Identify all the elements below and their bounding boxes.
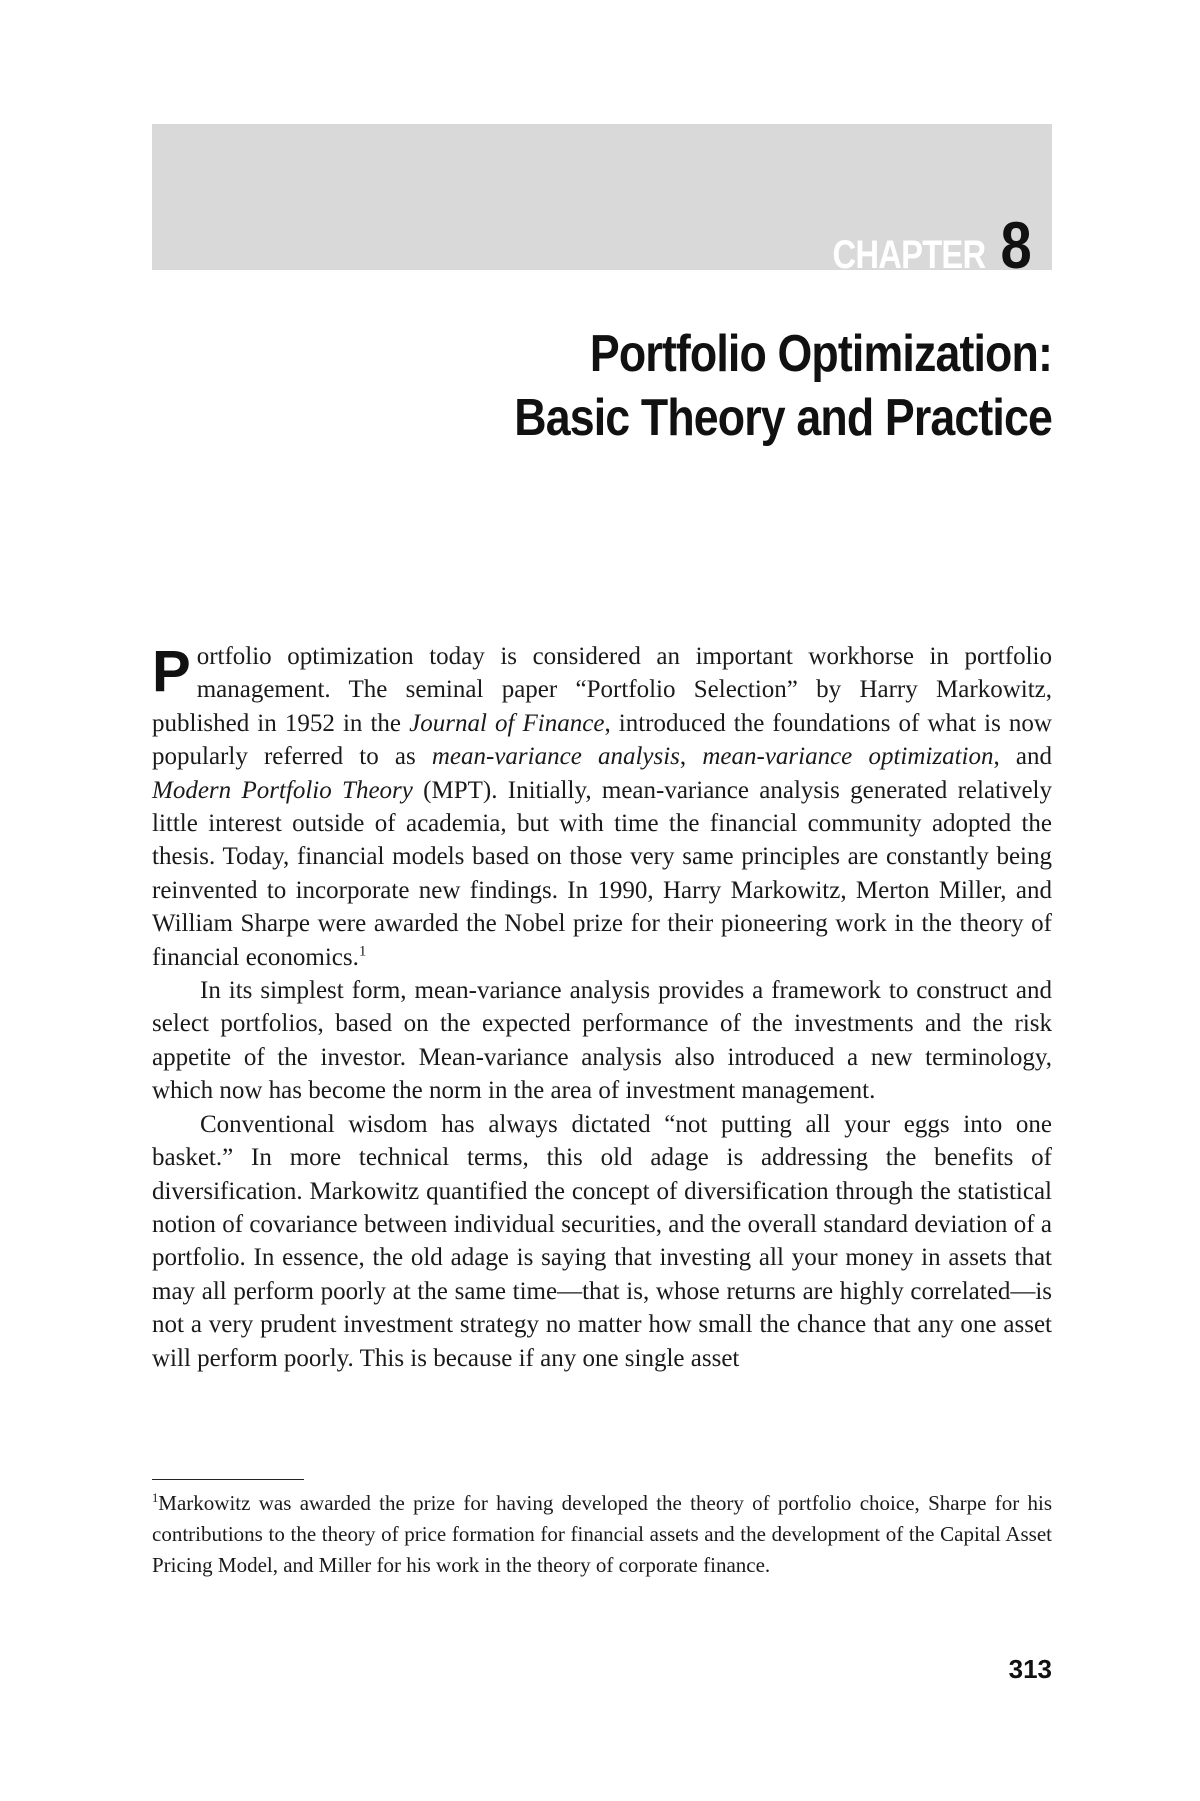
paragraph-1-part-d: , and [993, 743, 1052, 771]
chapter-word: CHAPTER [832, 233, 986, 277]
footnote-marker: 1 [152, 1491, 159, 1505]
paragraph-3: Conventional wisdom has always dictated “not putting all your eggs into one basket.” In more technical terms, this old adage is addressing the benefits of diversification. Markowitz quantified the concept of diversification through the statistical notion of covariance between individual securities, and the overall standard deviation of a portfolio. In essence, the old adage is saying that investing all your money in assets that may all perform poorly at the same time—that is, whose returns are highly correlated—is not a very prudent investment strategy no matter how small the chance that any one asset will perform poorly. This is because if any one single asset [152, 1110, 1052, 1372]
chapter-title-line-1: Portfolio Optimization: [589, 325, 1052, 383]
chapter-title [152, 322, 1052, 450]
paragraph-1-part-b: , introduced the foundations of what is now popularly referred to as [152, 709, 1052, 771]
chapter-title-line-2: Basic Theory and Practice [514, 389, 1052, 447]
paragraph-2: In its simplest form, mean-variance analysis provides a framework to construct and select portfolios, based on the expected performance of the investments and the risk appetite of the investor. Mean-variance analysis also introduced a new terminology, which now has become the norm in the area of investment management. [152, 977, 1052, 1105]
paragraph-1-part-e: (MPT). Initially, mean-variance analysis generated relatively little interest outside of academia, but with time the financial community adopted the thesis. Today, financial models based on those very same principles are constantly being reinvented to incorporate new findings. In 1990, Harry Markowitz, Merton Miller, and William Sharpe were awarded the Nobel prize for their pioneering work in the theory of financial economics. [152, 776, 1052, 971]
journal-name: Journal of Finance [409, 709, 605, 737]
paragraph-1-part-c: , [679, 743, 703, 771]
drop-cap: P [152, 639, 191, 704]
footnote-reference: 1 [358, 943, 367, 960]
term-mean-variance-analysis: mean-variance analysis [431, 743, 680, 771]
chapter-label [799, 208, 1032, 282]
paragraph-1 [152, 640, 1052, 974]
footnote [152, 1488, 1052, 1581]
footnote-text: Markowitz was awarded the prize for having developed the theory of portfolio choice, Sharpe for his contributions to the theory of price formation for financial assets and the development of the Capital Asset Pricing Model, and Miller for his work in the theory of corporate finance. [152, 1491, 1052, 1577]
chapter-number: 8 [1000, 208, 1032, 282]
paragraph-1-part-a: ortfolio optimization today is considered an important workhorse in portfolio management. The seminal paper “Portfolio Selection” by Harry Markowitz, published in 1952 in the [152, 643, 1052, 737]
term-mean-variance-optimization: mean-variance optimization [702, 743, 994, 771]
footnote-divider [152, 1479, 304, 1480]
term-modern-portfolio-theory: Modern Portfolio Theory [152, 776, 413, 804]
chapter-banner [152, 124, 1052, 282]
body-text [152, 640, 1052, 1375]
page-number: 313 [1008, 1654, 1052, 1684]
